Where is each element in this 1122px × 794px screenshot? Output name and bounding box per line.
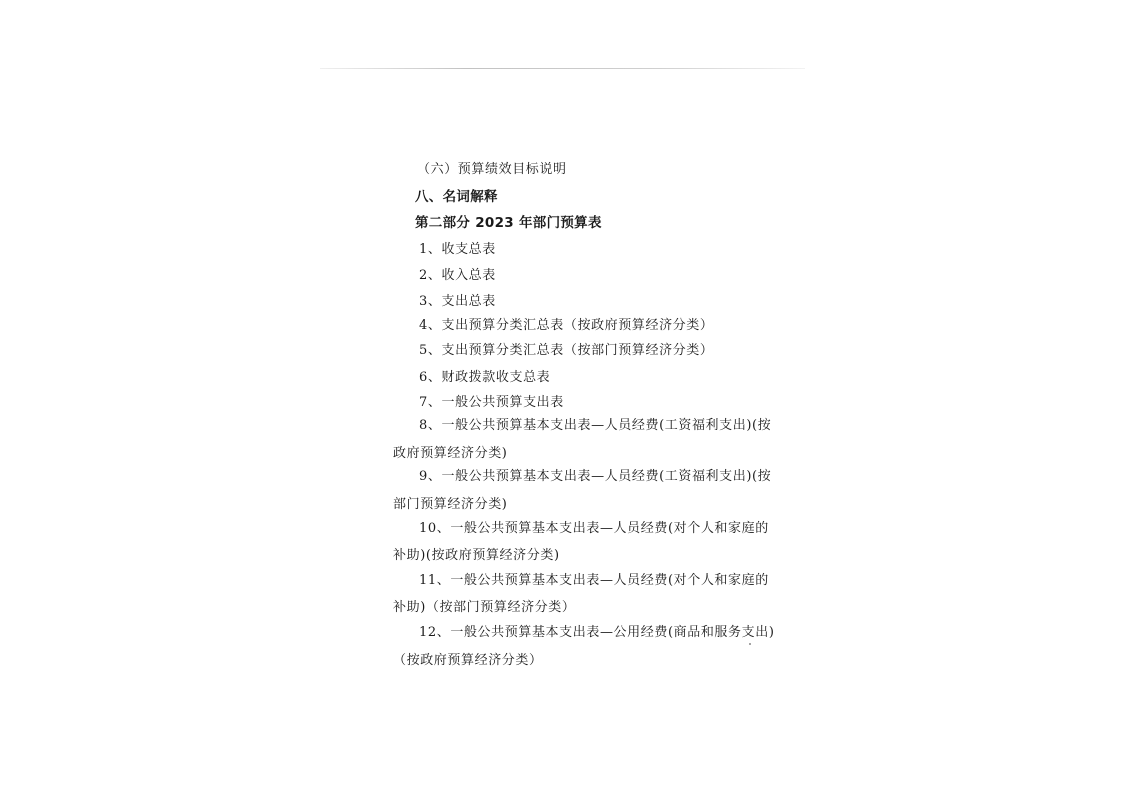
list-item-1: 1、收支总表 <box>419 242 496 257</box>
list-item-8: 8、一般公共预算基本支出表—人员经费(工资福利支出)(按 <box>419 418 772 433</box>
section-heading-performance-goals: （六）预算绩效目标说明 <box>417 162 567 177</box>
scan-speck <box>749 643 751 645</box>
list-item-3: 3、支出总表 <box>419 294 496 309</box>
list-item-12: 12、一般公共预算基本支出表—公用经费(商品和服务支出) <box>419 625 775 640</box>
list-item-2: 2、收入总表 <box>419 268 496 283</box>
list-item-9: 9、一般公共预算基本支出表—人员经费(工资福利支出)(按 <box>419 469 772 484</box>
list-item-7: 7、一般公共预算支出表 <box>419 395 564 410</box>
list-item-6: 6、财政拨款收支总表 <box>419 370 551 385</box>
list-item-8-continued: 政府预算经济分类) <box>393 446 508 461</box>
list-item-10-continued: 补助)(按政府预算经济分类) <box>393 548 560 563</box>
list-item-11: 11、一般公共预算基本支出表—人员经费(对个人和家庭的 <box>419 573 769 588</box>
list-item-11-continued: 补助)（按部门预算经济分类） <box>393 600 576 615</box>
list-item-10: 10、一般公共预算基本支出表—人员经费(对个人和家庭的 <box>419 521 769 536</box>
section-heading-glossary: 八、名词解释 <box>415 189 498 205</box>
list-item-9-continued: 部门预算经济分类) <box>393 497 508 512</box>
part-two-heading: 第二部分 2023 年部门预算表 <box>415 215 602 231</box>
list-item-4: 4、支出预算分类汇总表（按政府预算经济分类） <box>419 318 714 333</box>
list-item-12-continued: （按政府预算经济分类） <box>393 653 543 668</box>
scan-top-rule <box>320 68 805 69</box>
list-item-5: 5、支出预算分类汇总表（按部门预算经济分类） <box>419 343 714 358</box>
